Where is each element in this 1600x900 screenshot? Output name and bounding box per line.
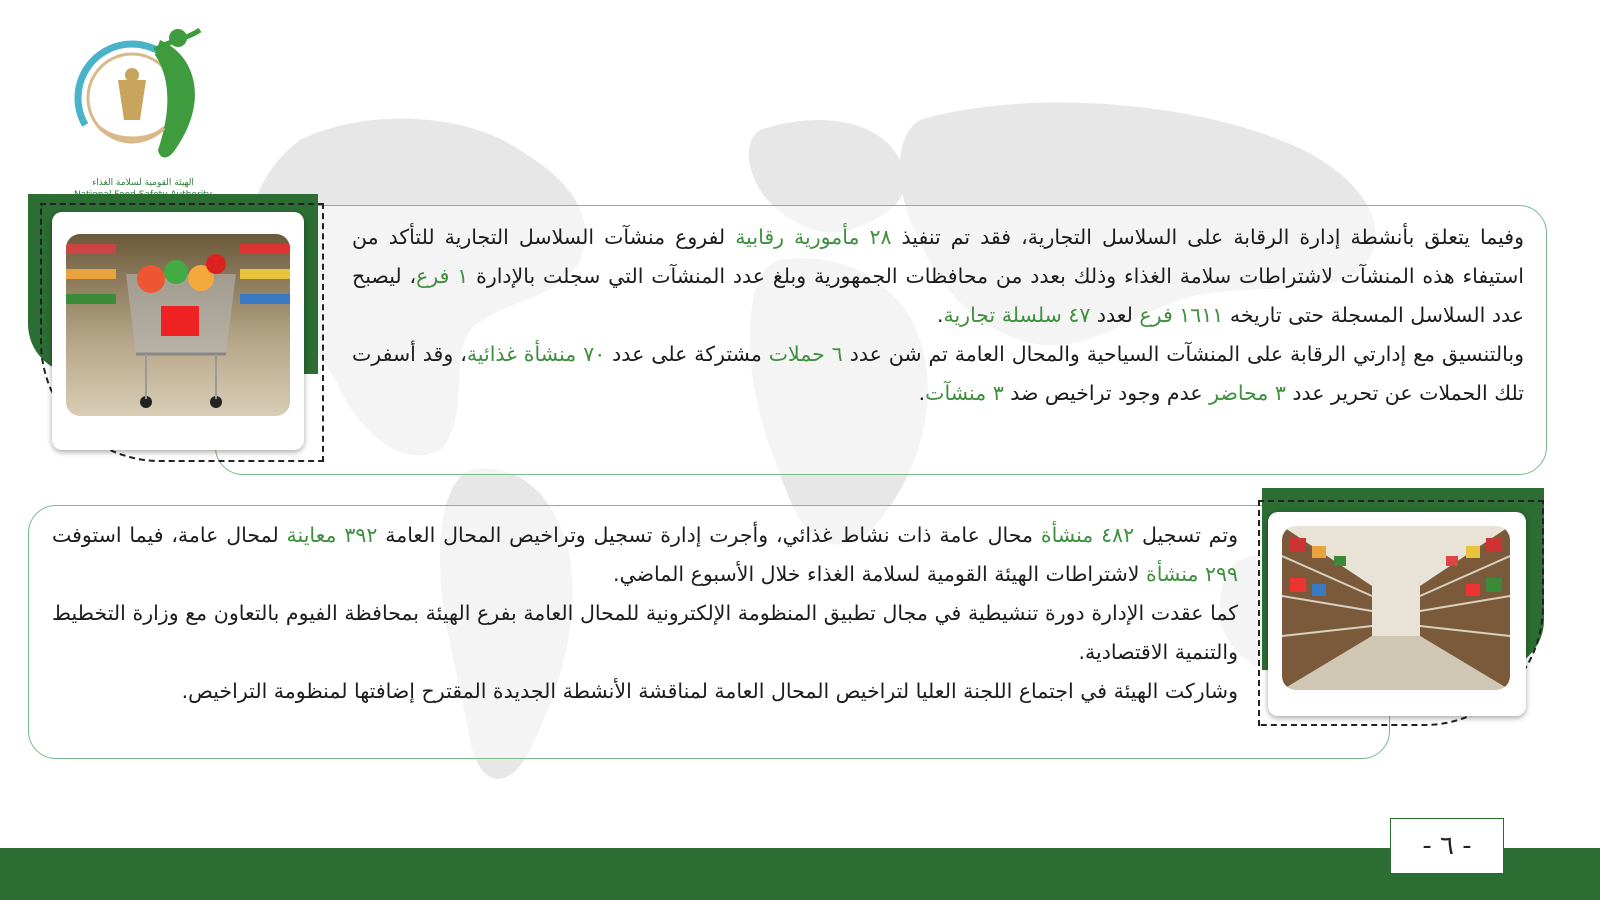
highlight-establishments: ٣ منشآت <box>925 381 1004 405</box>
nfsa-logo-icon <box>60 20 220 180</box>
section1-text <box>352 218 1524 413</box>
section2-photo-frame <box>1268 512 1526 716</box>
logo-name-arabic: الهيئة القومية لسلامة الغذاء <box>92 178 194 188</box>
highlight-branches-total: ١٦١١ فرع <box>1139 303 1224 327</box>
highlight-chains: ٤٧ سلسلة تجارية <box>943 303 1091 327</box>
section2-paragraph2: كما عقدت الإدارة دورة تنشيطية في مجال تطبيق المنظومة الإلكترونية للمحال العامة بفرع الهيئة بمحافظة الفيوم بالتعاون مع وزارة التخطيط والتنمية الاقتصادية. <box>52 601 1238 664</box>
nfsa-mark: NFSA <box>213 87 239 127</box>
highlight-reports: ٣ محاضر <box>1209 381 1286 405</box>
shopping-cart-supermarket-photo <box>66 234 290 416</box>
highlight-food-establishments: ٧٠ منشأة غذائية <box>466 342 606 366</box>
section2-text <box>52 516 1238 711</box>
supermarket-aisle-photo <box>1282 526 1510 690</box>
section1-photo-frame <box>52 212 304 450</box>
highlight-inspections: ٣٩٢ معاينة <box>286 523 378 547</box>
section2-paragraph1: وتم تسجيل ٤٨٢ منشأة محال عامة ذات نشاط غذائي، وأجرت إدارة تسجيل وتراخيص المحال العامة ٣٩٢ معاينة لمحال عامة، فيما استوفت ٢٩٩ منشأة لاشتراطات الهيئة القومية لسلامة الغذاء خلال الأسبوع الماضي. <box>52 523 1238 586</box>
footer-bar <box>0 848 1600 900</box>
highlight-campaigns: ٦ حملات <box>768 342 843 366</box>
section2-paragraph3: وشاركت الهيئة في اجتماع اللجنة العليا لتراخيص المحال العامة لمناقشة الأنشطة الجديدة المقترح إضافتها لمنظومة التراخيص. <box>181 679 1238 703</box>
section1-paragraph2: وبالتنسيق مع إدارتي الرقابة على المنشآت السياحية والمحال العامة تم شن عدد ٦ حملات مشتركة على عدد ٧٠ منشأة غذائية، وقد أسفرت تلك الحملات عن تحرير عدد ٣ محاضر عدم وجود تراخيص ضد ٣ منشآت. <box>352 342 1524 405</box>
highlight-missions: ٢٨ مأمورية رقابية <box>735 225 892 249</box>
nfsa-logo <box>60 20 239 190</box>
highlight-compliant: ٢٩٩ منشأة <box>1145 562 1238 586</box>
highlight-branch: ١ فرع <box>416 264 469 288</box>
page-number: - ٦ - <box>1390 818 1504 874</box>
highlight-registered: ٤٨٢ منشأة <box>1040 523 1135 547</box>
section1-paragraph1: وفيما يتعلق بأنشطة إدارة الرقابة على السلاسل التجارية، فقد تم تنفيذ ٢٨ مأمورية رقابية لفروع منشآت السلاسل التجارية للتأكد من استيفاء هذه المنشآت لاشتراطات سلامة الغذاء وذلك بعدد من محافظات الجمهورية وبلغ عدد المنشآت التي سجلت بالإدارة ١ فرع، ليصبح عدد السلاسل المسجلة حتى تاريخه ١٦١١ فرع لعدد ٤٧ سلسلة تجارية. <box>352 225 1524 327</box>
